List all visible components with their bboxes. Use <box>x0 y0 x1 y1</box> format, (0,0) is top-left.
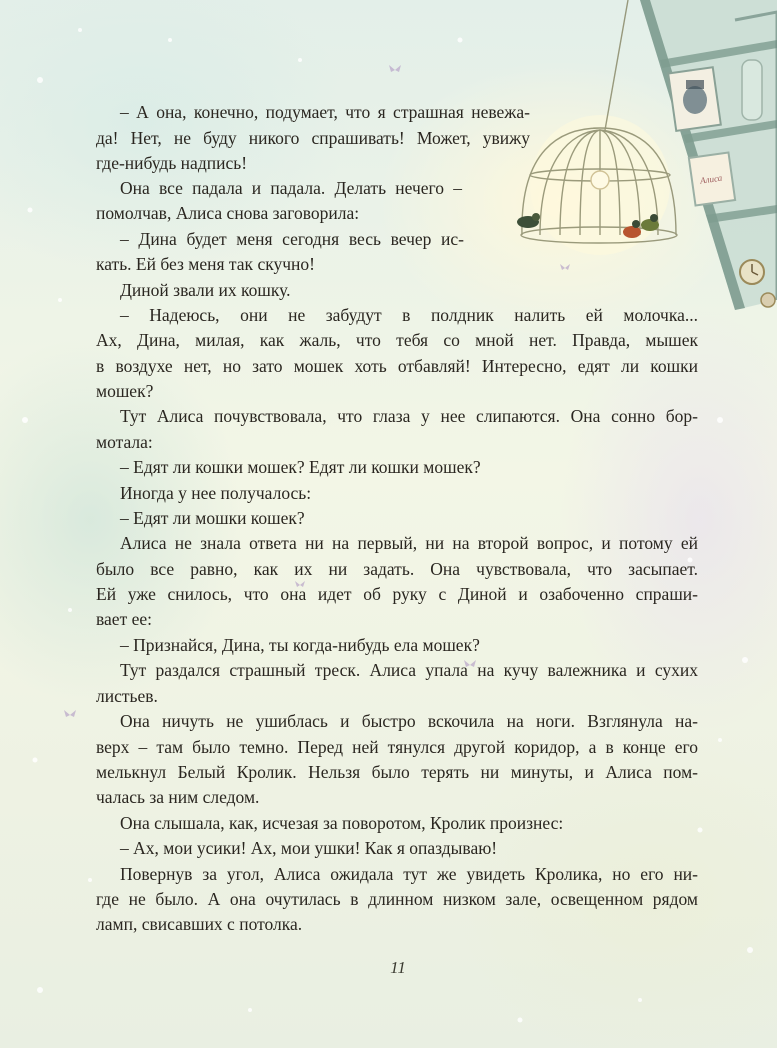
text-line: Ей уже снилось, что она идет об руку с Диной и озабоченно спраши- <box>96 584 698 604</box>
text-line: – Дина будет меня сегодня весь вечер ис- <box>120 229 464 249</box>
text-line: Алиса не знала ответа ни на первый, ни на второй вопрос, и потому ей <box>120 533 698 553</box>
text-line: Диной звали их кошку. <box>120 280 291 300</box>
text-line: вает ее: <box>96 609 152 629</box>
text-line: Тут раздался страшный треск. Алиса упала на кучу валежника и сухих <box>120 660 698 680</box>
text-line: да! Нет, не буду никого спрашивать! Может, увижу <box>96 128 530 148</box>
text-line: ламп, свисавших с потолка. <box>96 914 303 934</box>
text-line: мотала: <box>96 432 153 452</box>
text-line: Ах, Дина, милая, как жаль, что тебя со мной нет. Правда, мышек <box>96 330 698 350</box>
text-line: Повернув за угол, Алиса ожидала тут же увидеть Кролика, но его ни- <box>120 864 698 884</box>
text-line: Она слышала, как, исчезая за поворотом, Кролик произнес: <box>120 813 564 833</box>
text-line: Она ничуть не ушиблась и быстро вскочила на ноги. Взглянула на- <box>120 711 698 731</box>
text-line: листьев. <box>96 686 158 706</box>
text-line: где-нибудь надпись! <box>96 153 248 173</box>
text-line: мошек? <box>96 381 154 401</box>
text-line: в воздухе нет, но зато мошек хоть отбавляй! Интересно, едят ли кошки <box>96 356 698 376</box>
page-number: 11 <box>390 958 406 977</box>
text-line: верх – там было темно. Перед ней тянулся другой коридор, а в конце его <box>96 737 698 757</box>
text-line: – Едят ли кошки мошек? Едят ли кошки мошек? <box>120 457 481 477</box>
text-line: кать. Ей без меня так скучно! <box>96 254 315 274</box>
text-line: мелькнул Белый Кролик. Нельзя было терять ни минуты, и Алиса пом- <box>96 762 698 782</box>
text-line: помолчав, Алиса снова заговорила: <box>96 203 360 223</box>
text-line: – Ах, мои усики! Ах, мои ушки! Как я опаздываю! <box>120 838 498 858</box>
text-line: – Признайся, Дина, ты когда-нибудь ела мошек? <box>120 635 480 655</box>
text-line: Иногда у нее получалось: <box>120 483 312 503</box>
illustration-book-label: Алиса <box>699 172 723 186</box>
text-line: было все равно, как их ни задать. Она чувствовала, что засыпает. <box>96 559 698 579</box>
text-line: – А она, конечно, подумает, что я страшная невежа- <box>120 102 530 122</box>
text-line: – Надеюсь, они не забудут в полдник налить ей молочка... <box>120 305 698 325</box>
text-line: Тут Алиса почувствовала, что глаза у нее слипаются. Она сонно бор- <box>120 406 698 426</box>
text-line: чалась за ним следом. <box>96 787 260 807</box>
text-line: где не было. А она очутилась в длинном низком зале, освещенном рядом <box>96 889 698 909</box>
text-line: – Едят ли мошки кошек? <box>120 508 305 528</box>
text-line: Она все падала и падала. Делать нечего – <box>120 178 462 198</box>
